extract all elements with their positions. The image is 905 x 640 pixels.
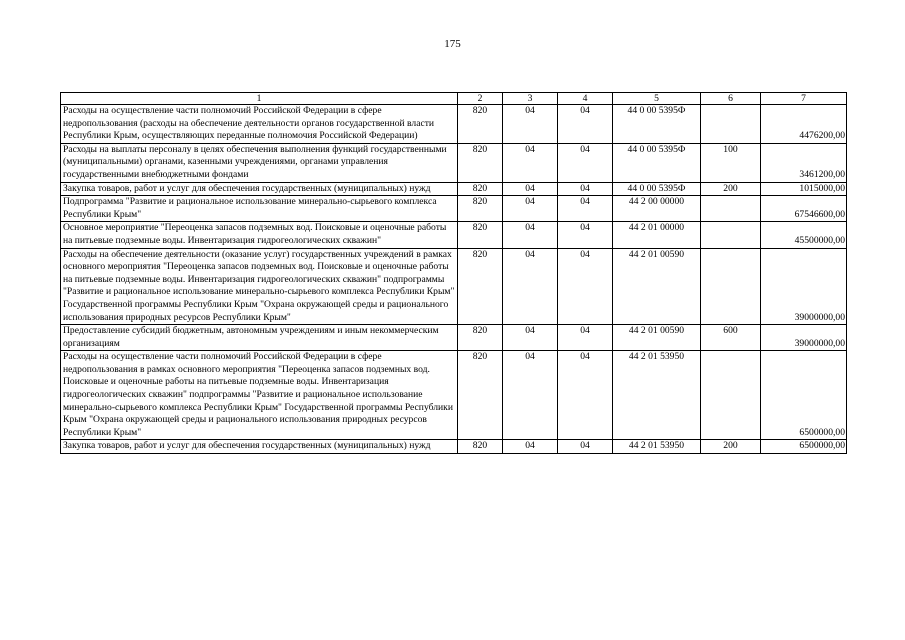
header-col-2: 2 [458, 93, 503, 105]
row-target-article: 44 0 00 5395Ф [613, 105, 701, 144]
table-row [61, 105, 847, 144]
table-header-row [61, 93, 847, 105]
row-name: Закупка товаров, работ и услуг для обеспечения государственных (муниципальных) нужд [61, 440, 458, 454]
row-target-article: 44 0 00 5395Ф [613, 143, 701, 182]
row-ministry-code: 820 [458, 248, 503, 325]
row-amount: 45500000,00 [761, 222, 847, 248]
row-section-code: 04 [503, 182, 558, 196]
row-expense-type: 200 [701, 440, 761, 454]
row-name: Закупка товаров, работ и услуг для обеспечения государственных (муниципальных) нужд [61, 182, 458, 196]
row-ministry-code: 820 [458, 325, 503, 351]
table-row [61, 440, 847, 454]
row-section-code: 04 [503, 248, 558, 325]
row-name: Предоставление субсидий бюджетным, автономным учреждениям и иным некоммерческим организациям [61, 325, 458, 351]
row-name: Расходы на выплаты персоналу в целях обеспечения выполнения функций государственными (муниципальными) органами, казенными учреждениями, органами управления государственными внебюджетными фондами [61, 143, 458, 182]
header-col-5: 5 [613, 93, 701, 105]
row-ministry-code: 820 [458, 222, 503, 248]
row-amount: 6500000,00 [761, 440, 847, 454]
row-amount: 67546600,00 [761, 196, 847, 222]
row-subsection-code: 04 [558, 105, 613, 144]
row-expense-type [701, 222, 761, 248]
row-amount: 39000000,00 [761, 325, 847, 351]
row-expense-type [701, 105, 761, 144]
row-expense-type: 200 [701, 182, 761, 196]
row-section-code: 04 [503, 105, 558, 144]
row-amount: 6500000,00 [761, 351, 847, 440]
row-target-article: 44 2 00 00000 [613, 196, 701, 222]
row-ministry-code: 820 [458, 351, 503, 440]
budget-table [60, 92, 847, 454]
row-section-code: 04 [503, 143, 558, 182]
row-target-article: 44 2 01 53950 [613, 351, 701, 440]
row-expense-type: 600 [701, 325, 761, 351]
row-subsection-code: 04 [558, 351, 613, 440]
row-name: Расходы на осуществление части полномочий Российской Федерации в сфере недропользования (расходы на обеспечение деятельности органов государственной власти Республики Крым, осуществляющих переданные полномочия Российской Федерации) [61, 105, 458, 144]
header-col-7: 7 [761, 93, 847, 105]
table-row [61, 351, 847, 440]
row-expense-type: 100 [701, 143, 761, 182]
row-amount: 39000000,00 [761, 248, 847, 325]
header-col-3: 3 [503, 93, 558, 105]
row-subsection-code: 04 [558, 196, 613, 222]
row-expense-type [701, 196, 761, 222]
page-number: 175 [444, 38, 461, 50]
row-target-article: 44 2 01 53950 [613, 440, 701, 454]
row-subsection-code: 04 [558, 182, 613, 196]
row-amount: 4476200,00 [761, 105, 847, 144]
row-section-code: 04 [503, 440, 558, 454]
row-ministry-code: 820 [458, 440, 503, 454]
row-subsection-code: 04 [558, 325, 613, 351]
row-ministry-code: 820 [458, 143, 503, 182]
table-row [61, 222, 847, 248]
row-ministry-code: 820 [458, 105, 503, 144]
row-ministry-code: 820 [458, 196, 503, 222]
row-ministry-code: 820 [458, 182, 503, 196]
table-row [61, 143, 847, 182]
table-row [61, 248, 847, 325]
row-target-article: 44 2 01 00590 [613, 248, 701, 325]
row-target-article: 44 0 00 5395Ф [613, 182, 701, 196]
table-row [61, 325, 847, 351]
row-expense-type [701, 248, 761, 325]
row-section-code: 04 [503, 351, 558, 440]
row-subsection-code: 04 [558, 143, 613, 182]
row-section-code: 04 [503, 196, 558, 222]
row-target-article: 44 2 01 00000 [613, 222, 701, 248]
table-row [61, 196, 847, 222]
row-name: Расходы на осуществление части полномочий Российской Федерации в сфере недропользования в рамках основного мероприятия "Переоценка запасов подземных вод. Поисковые и оценочные работы на питьевые подземные воды. Инвентаризация гидрогеологических скважин" подпрограммы "Развитие и рациональное использование минерально-сырьевого комплекса Республики Крым" Государственной программы Республики Крым "Охрана окружающей среды и рационального использования природных ресурсов Республики Крым" [61, 351, 458, 440]
row-subsection-code: 04 [558, 248, 613, 325]
row-name: Основное мероприятие "Переоценка запасов подземных вод. Поисковые и оценочные работы на питьевые подземные воды. Инвентаризация гидрогеологических скважин" [61, 222, 458, 248]
row-subsection-code: 04 [558, 440, 613, 454]
row-target-article: 44 2 01 00590 [613, 325, 701, 351]
row-expense-type [701, 351, 761, 440]
row-amount: 1015000,00 [761, 182, 847, 196]
row-subsection-code: 04 [558, 222, 613, 248]
row-section-code: 04 [503, 222, 558, 248]
row-section-code: 04 [503, 325, 558, 351]
header-col-6: 6 [701, 93, 761, 105]
header-col-4: 4 [558, 93, 613, 105]
row-amount: 3461200,00 [761, 143, 847, 182]
row-name: Подпрограмма "Развитие и рациональное использование минерально-сырьевого комплекса Республики Крым" [61, 196, 458, 222]
row-name: Расходы на обеспечение деятельности (оказание услуг) государственных учреждений в рамках основного мероприятия "Переоценка запасов подземных вод. Поисковые и оценочные работы на питьевые подземные воды. Инвентаризация гидрогеологических скважин" подпрограммы "Развитие и рациональное использование минерально-сырьевого комплекса Республики Крым" Государственной программы Республики Крым "Охрана окружающей среды и рационального использования природных ресурсов Республики Крым" [61, 248, 458, 325]
header-col-1: 1 [61, 93, 458, 105]
table-row [61, 182, 847, 196]
